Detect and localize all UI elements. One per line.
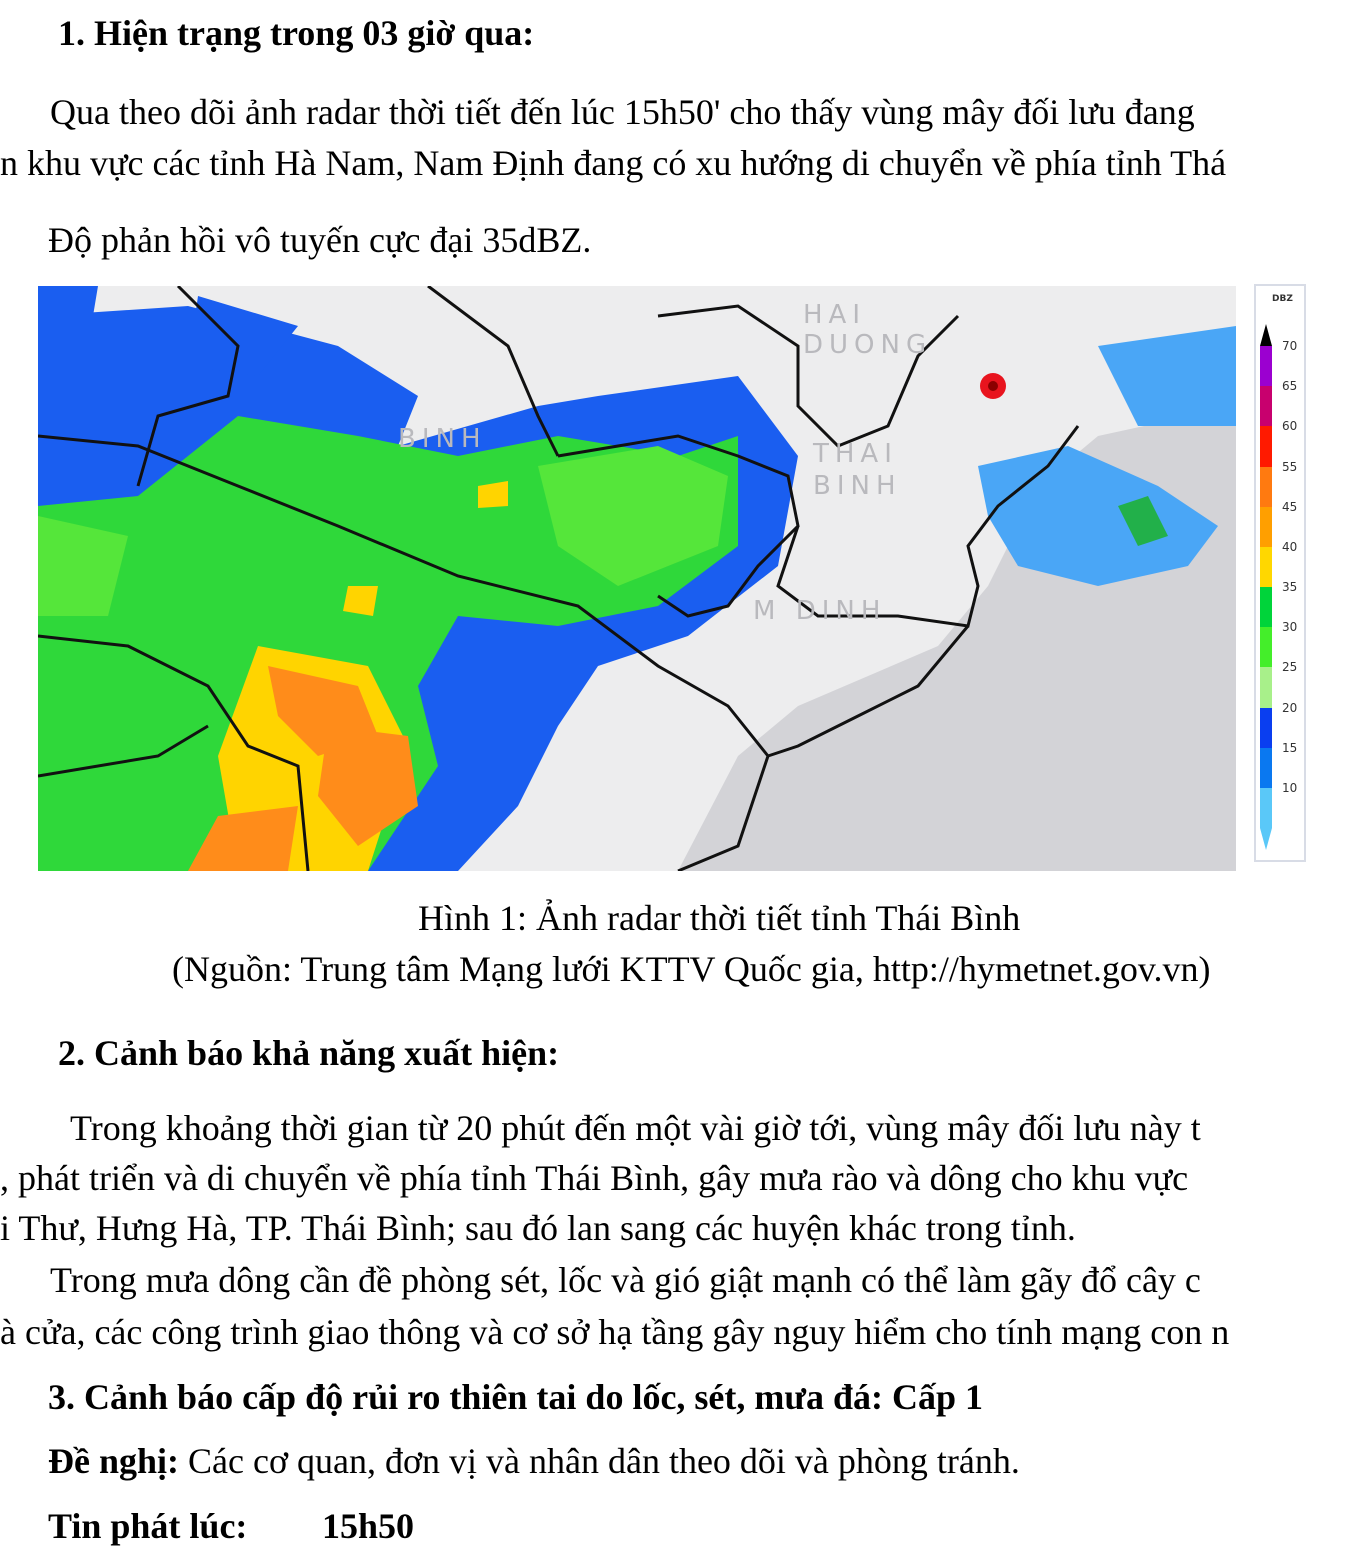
map-label-nam-dinh: M DINH — [753, 596, 887, 626]
recommend-label: Đề nghị: — [48, 1441, 180, 1481]
section3-heading: 3. Cảnh báo cấp độ rủi ro thiên tai do lốc, sét, mưa đá: Cấp 1 — [48, 1377, 984, 1417]
legend-tick-label: 20 — [1282, 700, 1298, 715]
body-line: Độ phản hồi vô tuyến cực đại 35dBZ. — [48, 220, 592, 260]
legend-tick-label: 45 — [1282, 499, 1298, 514]
map-label-thai-binh: THAI BINH — [813, 439, 902, 501]
legend-swatch — [1260, 547, 1272, 588]
legend-unit: DBZ — [1272, 294, 1293, 304]
legend-swatch — [1260, 748, 1272, 789]
map-label-binh: BINH — [398, 424, 487, 454]
body-line: , phát triển và di chuyển về phía tỉnh Thái Bình, gây mưa rào và dông cho khu vực — [0, 1158, 1189, 1198]
dbz-color-legend — [1254, 284, 1306, 862]
recommendation — [48, 1441, 1020, 1481]
map-label-hai-duong: HAI DUONG — [803, 300, 933, 360]
legend-tick-label: 15 — [1282, 740, 1298, 755]
body-line: Trong mưa dông cần đề phòng sét, lốc và gió giật mạnh có thể làm gãy đổ cây c — [50, 1260, 1201, 1300]
legend-tick-label: 70 — [1282, 339, 1298, 353]
legend-tick-label: 30 — [1282, 620, 1298, 635]
issued-label: Tin phát lúc: — [48, 1506, 248, 1546]
issued-time: 15h50 — [322, 1506, 415, 1546]
body-line: i Thư, Hưng Hà, TP. Thái Bình; sau đó lan sang các huyện khác trong tỉnh. — [0, 1208, 1076, 1248]
legend-swatch — [1260, 587, 1272, 628]
legend-swatch — [1260, 467, 1272, 508]
legend-arrow-down-icon — [1260, 828, 1272, 850]
body-line: Qua theo dõi ảnh radar thời tiết đến lúc 15h50' cho thấy vùng mây đối lưu đang — [50, 92, 1195, 132]
legend-swatch — [1260, 426, 1272, 467]
section2-heading: 2. Cảnh báo khả năng xuất hiện: — [58, 1033, 560, 1073]
radar-map-image — [38, 286, 1236, 871]
body-line: Trong khoảng thời gian từ 20 phút đến một vài giờ tới, vùng mây đối lưu này t — [70, 1108, 1201, 1148]
section1-heading: 1. Hiện trạng trong 03 giờ qua: — [58, 13, 535, 53]
legend-tick-label: 60 — [1282, 419, 1298, 434]
legend-swatch — [1260, 667, 1272, 708]
figure-caption: Hình 1: Ảnh radar thời tiết tỉnh Thái Bình — [418, 898, 1021, 938]
figure-source: (Nguồn: Trung tâm Mạng lưới KTTV Quốc gia, http://hymetnet.gov.vn) — [172, 949, 1211, 989]
legend-arrow-up-icon — [1260, 324, 1272, 346]
legend-swatch — [1260, 346, 1272, 387]
body-line: n khu vực các tỉnh Hà Nam, Nam Định đang có xu hướng di chuyển về phía tỉnh Thá — [0, 143, 1227, 183]
legend-tick-label: 35 — [1282, 580, 1298, 594]
legend-swatch — [1260, 386, 1272, 427]
legend-tick-label: 25 — [1282, 660, 1298, 675]
legend-swatch — [1260, 627, 1272, 668]
legend-swatch — [1260, 708, 1272, 749]
legend-swatch — [1260, 788, 1272, 829]
legend-tick-label: 40 — [1282, 539, 1298, 554]
body-line: à cửa, các công trình giao thông và cơ sở hạ tầng gây nguy hiểm cho tính mạng con n — [0, 1312, 1230, 1352]
recommend-text: Các cơ quan, đơn vị và nhân dân theo dõi và phòng tránh. — [179, 1441, 1020, 1481]
legend-tick-label: 55 — [1282, 459, 1298, 474]
legend-swatch — [1260, 507, 1272, 548]
legend-tick-label: 10 — [1282, 780, 1298, 795]
legend-tick-label: 65 — [1282, 379, 1298, 394]
